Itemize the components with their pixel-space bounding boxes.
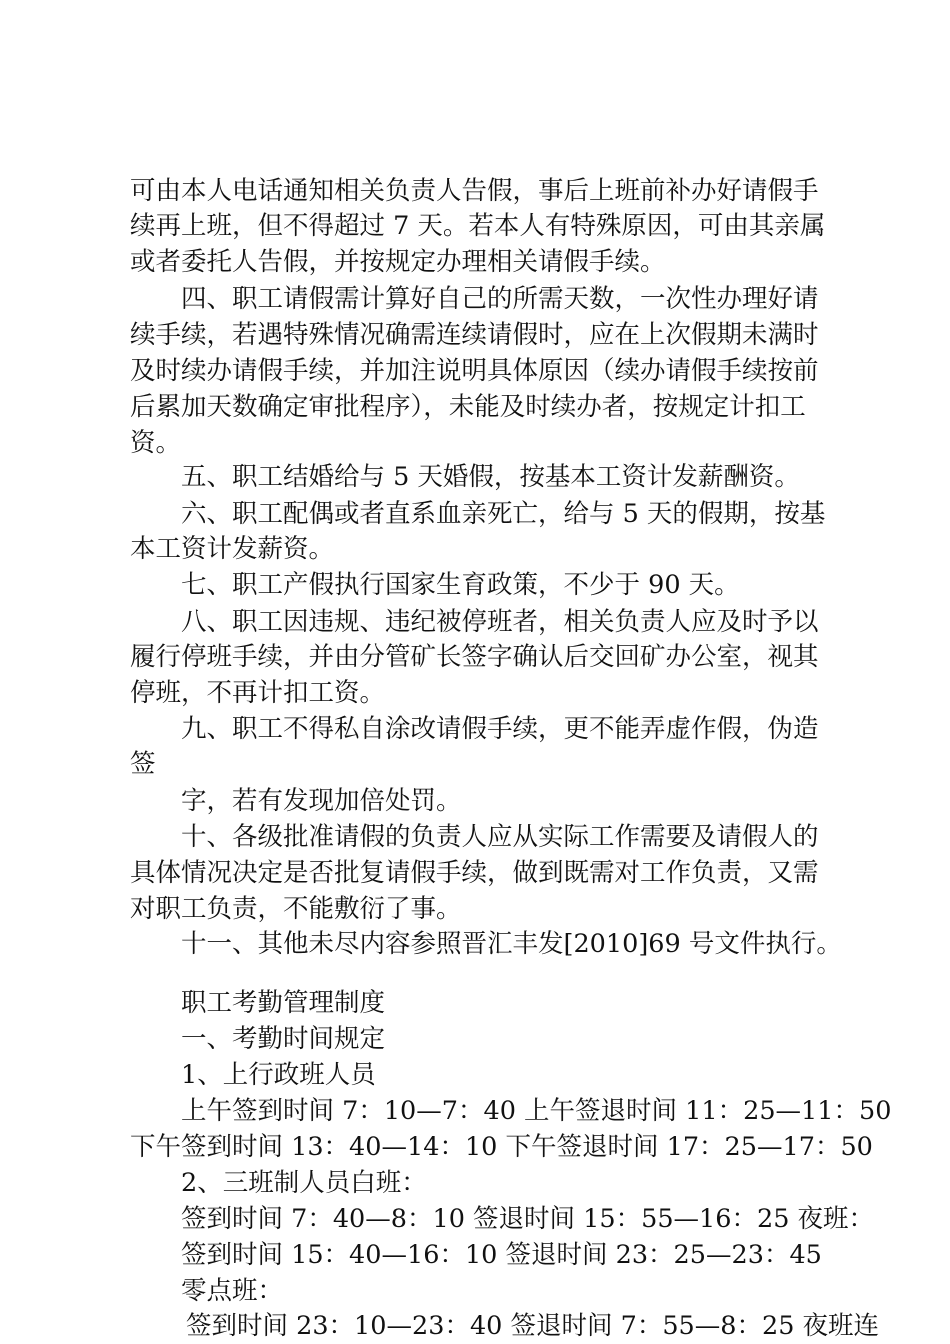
text-line: 履行停班手续，并由分管矿长签字确认后交回矿办公室，视其 [130, 642, 819, 672]
text-line: 可由本人电话通知相关负责人告假，事后上班前补办好请假手 [130, 176, 819, 206]
text-line: 签到时间 15：40—16：10 签退时间 23：25—23：45 [181, 1240, 822, 1270]
text-line: 签到时间 7：40—8：10 签退时间 15：55—16：25 夜班： [181, 1204, 875, 1234]
text-line: 对职工负责，不能敷衍了事。 [130, 894, 462, 924]
text-line: 四、职工请假需计算好自己的所需天数，一次性办理好请 [181, 284, 819, 314]
text-line: 十一、其他未尽内容参照晋汇丰发[2010]69 号文件执行。 [181, 929, 842, 959]
text-line: 或者委托人告假，并按规定办理相关请假手续。 [130, 247, 666, 277]
text-line: 七、职工产假执行国家生育政策，不少于 90 天。 [181, 570, 740, 600]
text-line: 续再上班，但不得超过 7 天。若本人有特殊原因，可由其亲属 [130, 211, 826, 241]
text-line: 后累加天数确定审批程序），未能及时续办者，按规定计扣工 [130, 392, 806, 422]
text-line: 本工资计发薪资。 [130, 534, 335, 564]
text-line: 资。 [130, 428, 182, 458]
text-line: 六、职工配偶或者直系血亲死亡，给与 5 天的假期，按基 [181, 499, 826, 529]
text-line: 十、各级批准请假的负责人应从实际工作需要及请假人的 [181, 822, 819, 852]
text-line: 具体情况决定是否批复请假手续，做到既需对工作负责，又需 [130, 858, 819, 888]
text-line: 一、考勤时间规定 [181, 1024, 386, 1054]
section-title: 职工考勤管理制度 [181, 988, 386, 1018]
text-line: 2、三班制人员白班： [181, 1168, 427, 1198]
text-line: 下午签到时间 13：40—14：10 下午签退时间 17：25—17：50 [130, 1132, 873, 1162]
text-line: 零点班： [181, 1276, 284, 1306]
text-line: 签到时间 23：10—23：40 签退时间 7：55—8：25 夜班连 [186, 1311, 880, 1341]
text-line: 五、职工结婚给与 5 天婚假，按基本工资计发薪酬资。 [181, 462, 800, 492]
text-line: 停班，不再计扣工资。 [130, 678, 386, 708]
text-line: 续手续，若遇特殊情况确需连续请假时，应在上次假期未满时 [130, 320, 819, 350]
text-line: 上午签到时间 7：10—7：40 上午签退时间 11：25—11：50 [181, 1096, 892, 1126]
text-line: 1、上行政班人员 [181, 1060, 376, 1090]
text-line: 九、职工不得私自涂改请假手续，更不能弄虚作假，伪造 [181, 714, 819, 744]
text-line: 八、职工因违规、违纪被停班者，相关负责人应及时予以 [181, 607, 819, 637]
text-line: 及时续办请假手续，并加注说明具体原因（续办请假手续按前 [130, 356, 819, 386]
text-line: 字，若有发现加倍处罚。 [181, 786, 462, 816]
text-line: 签 [130, 749, 156, 779]
